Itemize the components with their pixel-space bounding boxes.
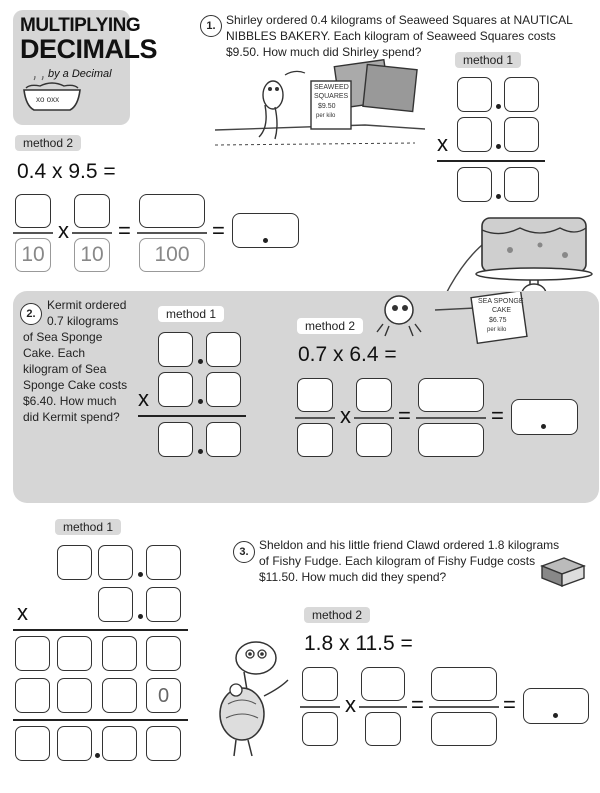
q2-m2-numerator-box[interactable] bbox=[418, 378, 484, 412]
seaweed-sign-line1: SEAWEED bbox=[314, 84, 349, 91]
q3-m2-fraction-bar bbox=[359, 706, 407, 708]
q3-m1-digit-box[interactable] bbox=[98, 545, 133, 580]
q1-m2-denominator: 100 bbox=[139, 238, 205, 272]
question-1-text-line1: Shirley ordered 0.4 kilograms of Seaweed Squares at NAUTICAL bbox=[226, 13, 573, 27]
q1-m2-fraction-bar bbox=[72, 232, 112, 234]
q2-m2-denominator-box[interactable] bbox=[418, 423, 484, 457]
cake-sign-unit: per kilo bbox=[487, 327, 507, 333]
question-1-number: 1. bbox=[200, 15, 222, 37]
q3-m2-equals-sign: = bbox=[503, 692, 516, 717]
q3-m1-decimal-point bbox=[138, 572, 143, 577]
q3-m1-partial-box[interactable] bbox=[15, 678, 50, 713]
q3-m2-numerator-box[interactable] bbox=[302, 667, 338, 701]
q3-m2-numerator-box[interactable] bbox=[431, 667, 497, 701]
q2-m2-equals-sign: = bbox=[398, 403, 411, 428]
question-2-text-line8: did Kermit spend? bbox=[23, 410, 120, 424]
q2-m2-answer-decimal bbox=[541, 424, 546, 429]
q3-m1-partial-box[interactable] bbox=[15, 636, 50, 671]
q2-m2-fraction-bar bbox=[354, 417, 394, 419]
q1-m1-digit-box[interactable] bbox=[504, 77, 539, 112]
question-2-text-line1: Kermit ordered bbox=[47, 298, 127, 312]
q3-equation: 1.8 x 11.5 = bbox=[304, 632, 413, 655]
q3-m1-placeholder-zero: 0 bbox=[146, 678, 181, 713]
q1-method2-label: method 2 bbox=[15, 135, 81, 151]
q3-m1-digit-box[interactable] bbox=[146, 545, 181, 580]
q1-m2-fraction-bar bbox=[137, 232, 207, 234]
q2-equation: 0.7 x 6.4 = bbox=[298, 343, 397, 366]
q3-m1-times-sign: x bbox=[17, 600, 28, 625]
q3-m2-denominator-box[interactable] bbox=[431, 712, 497, 746]
q2-method1-label: method 1 bbox=[158, 306, 224, 322]
cake-sign-line1: SEA SPONGE bbox=[478, 298, 524, 305]
question-2-text-line6: Sponge Cake costs bbox=[23, 378, 128, 392]
question-3-number: 3. bbox=[233, 541, 255, 563]
q1-method1-label: method 1 bbox=[455, 52, 521, 68]
q1-m1-digit-box[interactable] bbox=[504, 117, 539, 152]
question-3-text-line2: of Fishy Fudge. Each kilogram of Fishy Fudge costs bbox=[259, 554, 536, 568]
q3-m1-partial-box[interactable] bbox=[102, 636, 137, 671]
q3-m2-denominator-box[interactable] bbox=[365, 712, 401, 746]
q1-m2-equals-sign: = bbox=[212, 218, 225, 243]
q1-m2-equals-sign: = bbox=[118, 218, 131, 243]
q1-m1-decimal-point bbox=[496, 194, 501, 199]
cake-sign-line2: CAKE bbox=[492, 307, 512, 314]
q1-m1-decimal-point bbox=[496, 104, 501, 109]
q1-m1-decimal-point bbox=[496, 144, 501, 149]
question-2-number: 2. bbox=[20, 303, 42, 325]
q3-m1-partial-box[interactable] bbox=[57, 636, 92, 671]
q3-m1-divider bbox=[13, 629, 188, 631]
q2-m2-numerator-box[interactable] bbox=[297, 378, 333, 412]
q3-m1-digit-box[interactable] bbox=[98, 587, 133, 622]
q2-m1-digit-box[interactable] bbox=[206, 372, 241, 407]
q1-m1-answer-box[interactable] bbox=[504, 167, 539, 202]
q2-m2-denominator-box[interactable] bbox=[356, 423, 392, 457]
question-1-text-line3: $9.50. How much did Shirley spend? bbox=[226, 45, 422, 59]
q2-m2-denominator-box[interactable] bbox=[297, 423, 333, 457]
seaweed-sign-unit: per kilo bbox=[316, 113, 336, 119]
q2-m2-fraction-bar bbox=[295, 417, 335, 419]
title-line1: MULTIPLYING bbox=[20, 15, 141, 36]
cake-sign-price: $6.75 bbox=[489, 317, 507, 324]
question-3-text-line1: Sheldon and his little friend Clawd ordered 1.8 kilograms bbox=[259, 538, 560, 552]
q3-m1-divider bbox=[13, 719, 188, 721]
seaweed-sign-price: $9.50 bbox=[318, 103, 336, 110]
q2-m1-decimal-point bbox=[198, 399, 203, 404]
q2-m1-decimal-point bbox=[198, 359, 203, 364]
q3-m2-answer-box[interactable] bbox=[523, 688, 589, 724]
q1-m2-times-sign: x bbox=[58, 218, 69, 243]
q3-m2-times-sign: x bbox=[345, 692, 356, 717]
q1-equation: 0.4 x 9.5 = bbox=[17, 160, 116, 183]
q3-m2-numerator-box[interactable] bbox=[361, 667, 405, 701]
q3-m2-fraction-bar bbox=[300, 706, 340, 708]
seaweed-sign-line2: SQUARES bbox=[314, 93, 349, 100]
q3-m1-answer-box[interactable] bbox=[146, 726, 181, 761]
q2-method2-label: method 2 bbox=[297, 318, 363, 334]
q3-m2-equals-sign: = bbox=[411, 692, 424, 717]
q3-m1-decimal-point bbox=[95, 753, 100, 758]
question-2-text-line2: 0.7 kilograms bbox=[47, 314, 119, 328]
turtle-crab-illustration bbox=[208, 636, 298, 762]
q3-m2-answer-decimal bbox=[553, 713, 558, 718]
q3-m1-digit-box[interactable] bbox=[146, 587, 181, 622]
q3-m1-answer-box[interactable] bbox=[57, 726, 92, 761]
q2-m1-divider bbox=[138, 415, 246, 417]
svg-text:xo oxx: xo oxx bbox=[36, 95, 60, 104]
q1-m2-numerator-box[interactable] bbox=[139, 194, 205, 228]
q2-m2-fraction-bar bbox=[416, 417, 486, 419]
q2-m1-times-sign: x bbox=[138, 386, 149, 411]
q3-m1-answer-box[interactable] bbox=[15, 726, 50, 761]
q2-m2-numerator-box[interactable] bbox=[356, 378, 392, 412]
q2-m2-equals-sign: = bbox=[491, 403, 504, 428]
q1-m2-answer-decimal bbox=[263, 238, 268, 243]
q3-m1-answer-box[interactable] bbox=[102, 726, 137, 761]
question-2-text-line5: kilogram of Sea bbox=[23, 362, 107, 376]
q2-m2-times-sign: x bbox=[340, 403, 351, 428]
q1-m1-digit-box[interactable] bbox=[457, 77, 492, 112]
question-1-text-line2: NIBBLES BAKERY. Each kilogram of Seaweed Squares costs bbox=[226, 29, 556, 43]
q3-m2-denominator-box[interactable] bbox=[302, 712, 338, 746]
q2-m1-digit-box[interactable] bbox=[206, 332, 241, 367]
q2-m1-answer-box[interactable] bbox=[158, 422, 193, 457]
q3-m1-partial-box[interactable] bbox=[146, 636, 181, 671]
q1-m1-times-sign: x bbox=[437, 131, 448, 156]
q3-m1-partial-box[interactable] bbox=[102, 678, 137, 713]
q2-m2-answer-box[interactable] bbox=[511, 399, 578, 435]
title-line3: by a Decimal bbox=[48, 68, 112, 80]
q1-m2-denominator: 10 bbox=[74, 238, 110, 272]
question-2-text-line7: $6.40. How much bbox=[23, 394, 117, 408]
question-3-text-line3: $11.50. How much did they spend? bbox=[259, 570, 447, 584]
q2-m1-digit-box[interactable] bbox=[158, 372, 193, 407]
q2-m1-answer-box[interactable] bbox=[206, 422, 241, 457]
title-line2: DECIMALS bbox=[20, 34, 157, 64]
pie-dish-icon bbox=[20, 76, 84, 116]
q1-m2-numerator-box[interactable] bbox=[74, 194, 110, 228]
q3-method2-label: method 2 bbox=[304, 607, 370, 623]
q1-m2-numerator-box[interactable] bbox=[15, 194, 51, 228]
q3-m1-partial-box[interactable] bbox=[57, 678, 92, 713]
question-2-text-line4: Cake. Each bbox=[23, 346, 86, 360]
q3-m2-fraction-bar bbox=[429, 706, 499, 708]
q1-m1-digit-box[interactable] bbox=[457, 117, 492, 152]
q2-m1-digit-box[interactable] bbox=[158, 332, 193, 367]
q2-m1-decimal-point bbox=[198, 449, 203, 454]
question-2-text-line3: of Sea Sponge bbox=[23, 330, 103, 344]
q1-m2-fraction-bar bbox=[13, 232, 53, 234]
q1-m2-denominator: 10 bbox=[15, 238, 51, 272]
q1-m1-divider bbox=[437, 160, 545, 162]
fudge-box-icon bbox=[538, 554, 588, 588]
q3-method1-label: method 1 bbox=[55, 519, 121, 535]
q3-m1-decimal-point bbox=[138, 614, 143, 619]
q1-m1-answer-box[interactable] bbox=[457, 167, 492, 202]
q3-m1-digit-box[interactable] bbox=[57, 545, 92, 580]
